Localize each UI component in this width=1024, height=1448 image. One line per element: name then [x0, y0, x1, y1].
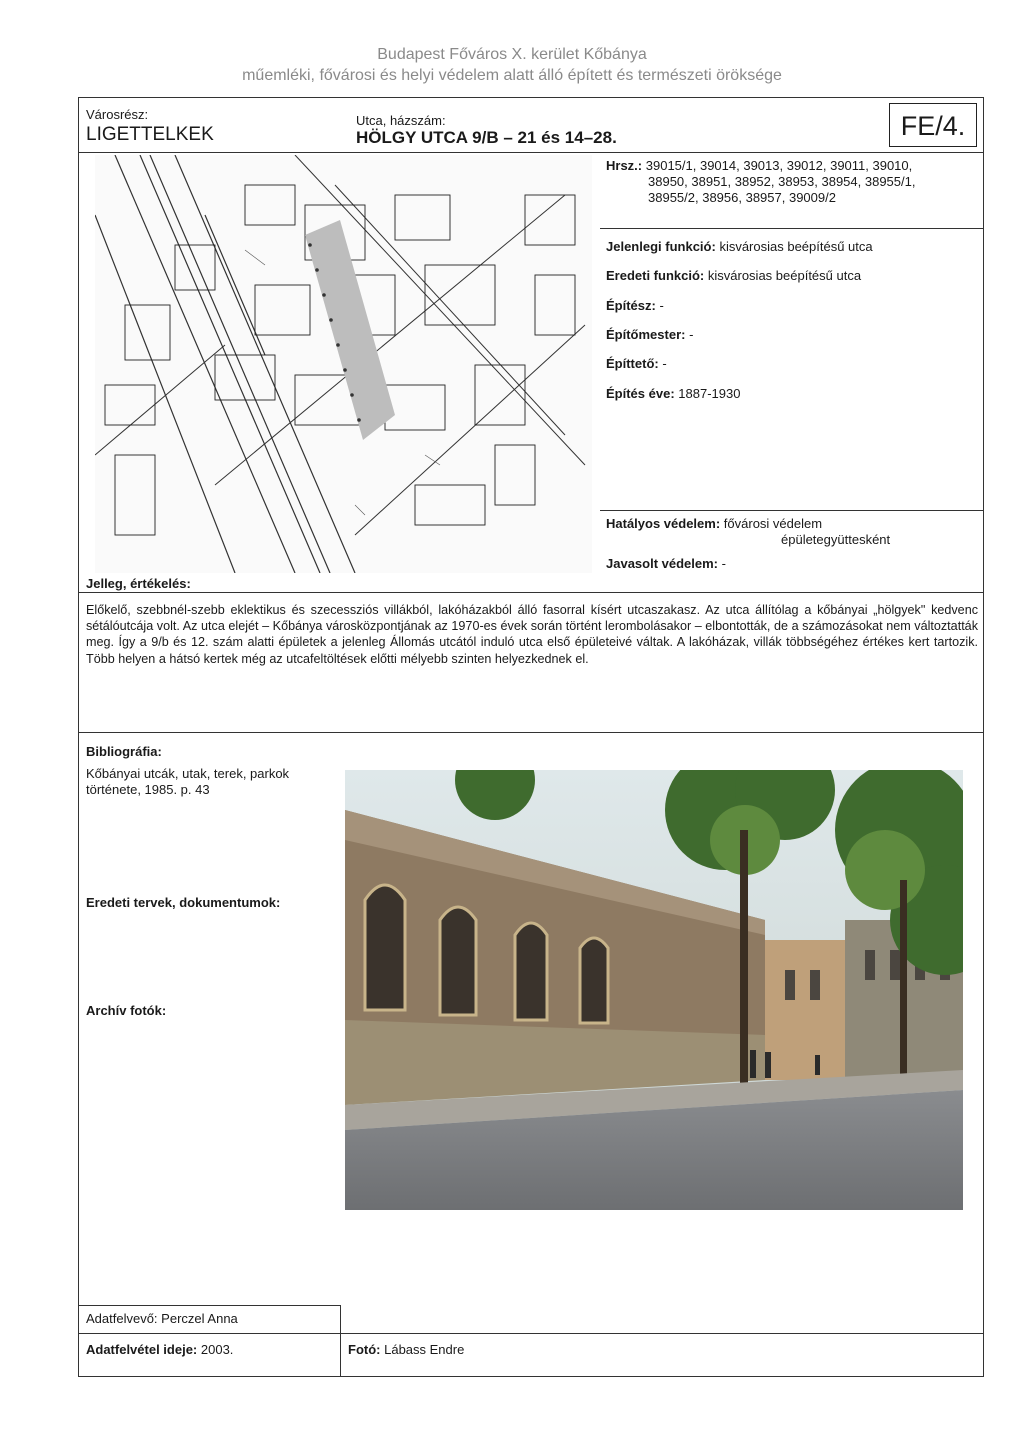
protection-proposed	[606, 556, 726, 572]
bibliography-line1: Kőbányai utcák, utak, terek, parkok	[86, 766, 290, 781]
proposed-label: Javasolt védelem:	[606, 556, 719, 571]
info-value: -	[662, 356, 667, 371]
info-label: Építész:	[606, 298, 656, 313]
photo-credit-value: Lábass Endre	[384, 1342, 465, 1357]
info-divider-bottom	[600, 510, 984, 511]
info-value: kisvárosias beépítésű utca	[707, 268, 862, 283]
cadastral-map	[95, 155, 592, 573]
protection-value-2: épületegyüttesként	[781, 532, 891, 547]
bibliography-label: Bibliográfia:	[86, 744, 162, 759]
header-divider	[78, 152, 984, 153]
info-build-year	[606, 386, 740, 402]
info-value: -	[689, 327, 694, 342]
footer-vertical-divider	[340, 1305, 341, 1377]
info-label: Építés éve:	[606, 386, 675, 401]
date-value: 2003.	[200, 1342, 234, 1357]
info-architect	[606, 298, 664, 314]
street-value: HÖLGY UTCA 9/B – 21 és 14–28.	[356, 128, 617, 147]
protection-current	[606, 516, 822, 532]
recorder	[86, 1311, 238, 1326]
info-value: -	[659, 298, 664, 313]
header-subtitle: műemléki, fővárosi és helyi védelem alatt álló épített és természeti öröksége	[242, 67, 782, 84]
info-label: Eredeti funkció:	[606, 268, 705, 283]
info-label: Építtető:	[606, 356, 659, 371]
hrsz-value-1: 39015/1, 39014, 39013, 39012, 39011, 39010,	[645, 158, 913, 173]
hrsz-line2: 38950, 38951, 38952, 38953, 38954, 38955/1,	[648, 174, 916, 189]
proposed-value: -	[721, 556, 726, 571]
info-master-builder	[606, 327, 693, 343]
photo-credit-label: Fotó:	[348, 1342, 381, 1357]
info-original-function	[606, 268, 861, 284]
archive-photos-label: Archív fotók:	[86, 1003, 167, 1018]
info-label: Építőmester:	[606, 327, 686, 342]
street-photo	[345, 770, 963, 1210]
lower-divider	[78, 732, 984, 733]
info-value: kisvárosias beépítésű utca	[719, 239, 873, 254]
character-text: Előkelő, szebbnél-szebb eklektikus és szecessziós villákból, lakóházakból álló fasorral kísért utcaszakasz. Az utca állítólag a kőbányai „hölgyek" kedvenc sétálóutcája volt. Az utca elejét – Kőbánya városközpontjának az 1970-es évek során történt lerombolásakor – elbontották, de a számozásokat nem változtatták meg. Így a 9/b és 12. szám alatti épületek a jelenleg Állomás utcától induló utca első épületeivé váltak. A lakóházak, villák többségéhez értékes kert tartozik. Több helyen a hátsó kertek még az utcafeltöltések előtti mélyebb szinten helyezkednek el.	[86, 603, 978, 666]
protection-value: fővárosi védelem	[723, 516, 823, 531]
info-value: 1887-1930	[678, 386, 741, 401]
hrsz-label: Hrsz.:	[606, 158, 643, 173]
footer-divider	[78, 1305, 340, 1306]
bibliography-line2: története, 1985. p. 43	[86, 782, 210, 797]
character-divider	[78, 592, 984, 593]
original-docs-label: Eredeti tervek, dokumentumok:	[86, 895, 281, 910]
info-current-function	[606, 239, 873, 255]
record-date	[86, 1342, 233, 1357]
protection-label: Hatályos védelem:	[606, 516, 721, 531]
district-label: Városrész:	[86, 107, 149, 122]
record-code: FE/4.	[889, 103, 977, 147]
date-label: Adatfelvétel ideje:	[86, 1342, 198, 1357]
district-value: LIGETTELKEK	[86, 124, 214, 145]
photo-credit	[348, 1342, 464, 1357]
character-label: Jelleg, értékelés:	[86, 576, 191, 591]
recorder-value: Perczel Anna	[161, 1311, 238, 1326]
recorder-label: Adatfelvevő:	[86, 1311, 158, 1326]
hrsz-line1	[606, 158, 912, 174]
street-label: Utca, házszám:	[356, 113, 446, 128]
header-title: Budapest Főváros X. kerület Kőbánya	[377, 46, 647, 63]
info-divider-top	[600, 228, 984, 229]
footer-divider-2	[78, 1333, 984, 1334]
hrsz-line3: 38955/2, 38956, 38957, 39009/2	[648, 190, 836, 205]
info-label: Jelenlegi funkció:	[606, 239, 716, 254]
info-builder	[606, 356, 667, 372]
